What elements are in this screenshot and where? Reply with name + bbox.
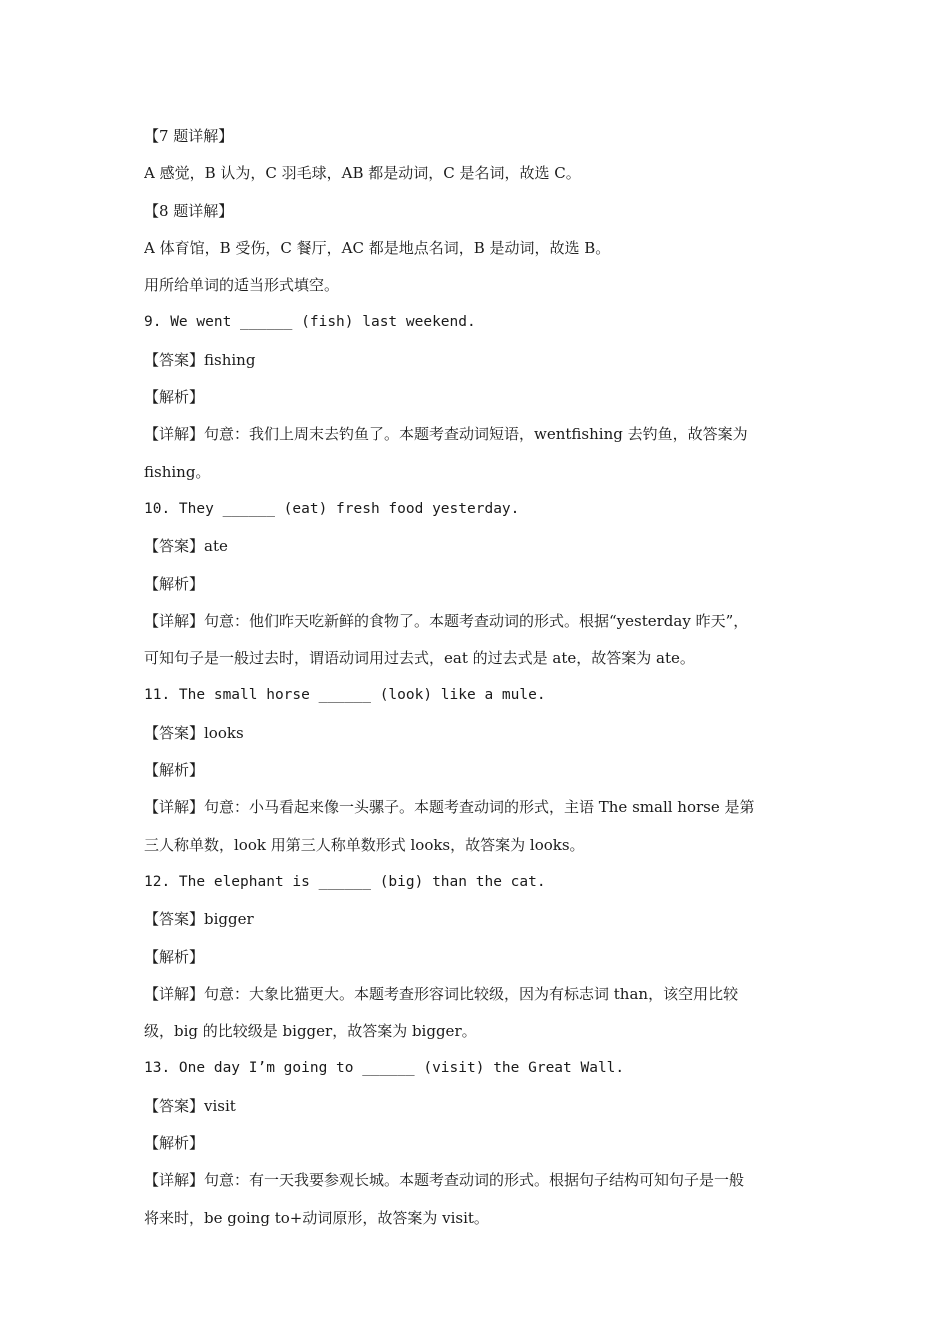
detail-12-line-1: 【详解】句意：大象比猫更大。本题考查形容词比较级，因为有标志词 than，该空用比较 bbox=[144, 984, 739, 1003]
question-10: 10. They ______ (eat) fresh food yesterday. bbox=[144, 500, 520, 517]
question-13: 13. One day I’m going to ______ (visit) the Great Wall. bbox=[144, 1060, 625, 1077]
detail-10-line-1: 【详解】句意：他们昨天吃新鲜的食物了。本题考查动词的形式。根据“yesterday 昨天”， bbox=[144, 611, 749, 630]
detail-11-line-1: 【详解】句意：小马看起来像一头骡子。本题考查动词的形式，主语 The small horse 是第 bbox=[144, 798, 755, 817]
detail-10-line-2: 可知句子是一般过去时，谓语动词用过去式，eat 的过去式是 ate，故答案为 ate。 bbox=[144, 649, 695, 668]
question-11: 11. The small horse ______ (look) like a mule. bbox=[144, 687, 546, 704]
analysis-label-9: 【解析】 bbox=[144, 388, 205, 407]
detail-9-line-1: 【详解】句意：我们上周末去钓鱼了。本题考查动词短语，wentfishing 去钓鱼，故答案为 bbox=[144, 425, 748, 444]
analysis-label-11: 【解析】 bbox=[144, 761, 205, 780]
section-heading-q7: 【7 题详解】 bbox=[144, 127, 234, 145]
answer-12: 【答案】bigger bbox=[144, 910, 254, 929]
analysis-label-13: 【解析】 bbox=[144, 1134, 205, 1153]
detail-13-line-1: 【详解】句意：有一天我要参观长城。本题考查动词的形式。根据句子结构可知句子是一般 bbox=[144, 1171, 745, 1190]
detail-13-line-2: 将来时，be going to+动词原形，故答案为 visit。 bbox=[144, 1208, 489, 1227]
section-heading-q8: 【8 题详解】 bbox=[144, 201, 234, 220]
answer-11: 【答案】looks bbox=[144, 723, 244, 742]
detail-9-line-2: fishing。 bbox=[144, 462, 211, 481]
answer-13: 【答案】visit bbox=[144, 1096, 236, 1115]
analysis-label-10: 【解析】 bbox=[144, 574, 205, 593]
explanation-q8: A 体育馆，B 受伤，C 餐厅，AC 都是地点名词，B 是动词，故选 B。 bbox=[144, 238, 611, 257]
instruction-text: 用所给单词的适当形式填空。 bbox=[144, 276, 340, 295]
detail-12-line-2: 级，big 的比较级是 bigger，故答案为 bigger。 bbox=[144, 1022, 477, 1041]
question-12: 12. The elephant is ______ (big) than the cat. bbox=[144, 873, 546, 890]
explanation-q7: A 感觉，B 认为，C 羽毛球，AB 都是动词，C 是名词，故选 C。 bbox=[144, 164, 581, 183]
answer-9: 【答案】fishing bbox=[144, 350, 256, 369]
question-9: 9. We went ______ (fish) last weekend. bbox=[144, 314, 476, 331]
document-page bbox=[144, 118, 824, 1237]
detail-11-line-2: 三人称单数，look 用第三人称单数形式 looks，故答案为 looks。 bbox=[144, 835, 585, 854]
answer-10: 【答案】ate bbox=[144, 537, 228, 556]
analysis-label-12: 【解析】 bbox=[144, 947, 205, 966]
